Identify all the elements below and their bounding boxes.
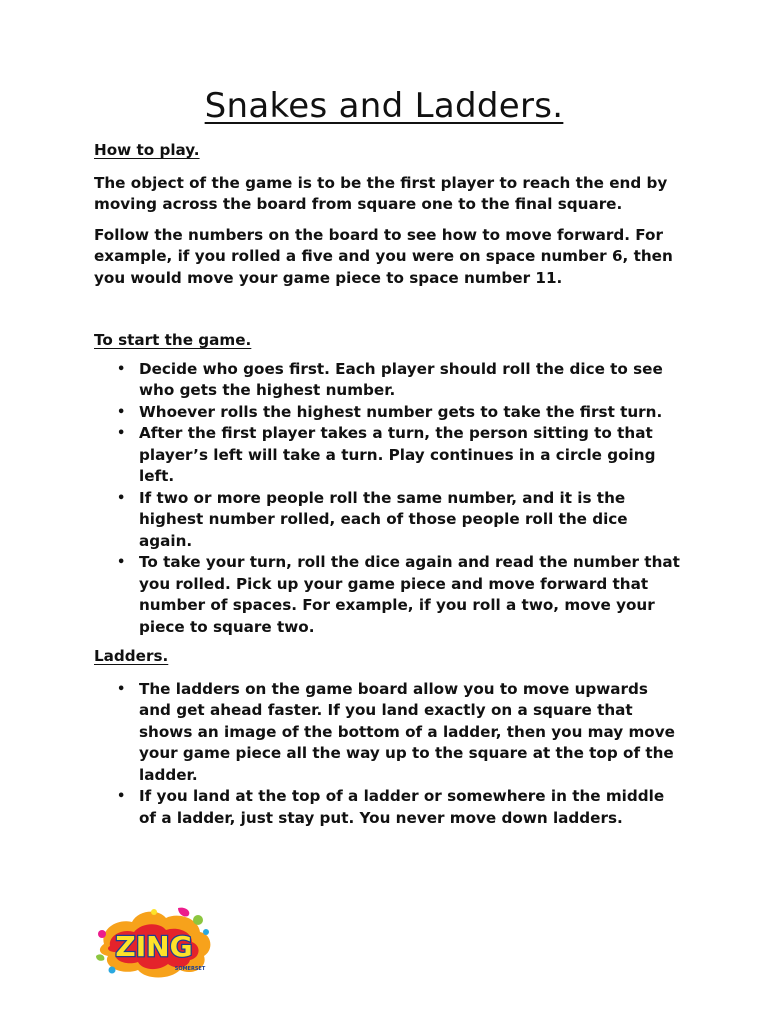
list-item bbox=[94, 786, 684, 829]
how-to-play-heading: How to play. bbox=[94, 141, 200, 159]
bullet-icon: • bbox=[117, 361, 126, 377]
movement-paragraph: Follow the numbers on the board to see how to move forward. For example, if you rolled a five and you were on space number 6, then you would move your game piece to space number 11. bbox=[94, 225, 673, 287]
bullet-icon: • bbox=[117, 555, 126, 570]
list-item-text: If you land at the top of a ladder or somewhere in the middle of a ladder, just stay put. You never move down ladders. bbox=[139, 787, 665, 827]
list-item-text: If two or more people roll the same number, and it is the highest number rolled, each of those people roll the dice again. bbox=[139, 488, 628, 550]
rules-content bbox=[94, 140, 684, 829]
logo-subtitle: SOMERSET bbox=[174, 966, 206, 972]
list-item-text: The ladders on the game board allow you to move upwards and get ahead faster. If you land exactly on a square that shows an image of the bottom of a ladder, then you may move your game piece all the way up to the square at the top of the ladder. bbox=[139, 679, 675, 784]
list-item bbox=[94, 423, 684, 488]
list-item-text: Decide who goes first. Each player should roll the dice to see who gets the highest number. bbox=[139, 359, 663, 399]
bullet-icon: • bbox=[117, 426, 126, 441]
logo-word: ZING bbox=[115, 930, 193, 963]
list-item-text: After the first player takes a turn, the person sitting to that player’s left will take a turn. Play continues in a circle going left. bbox=[139, 424, 656, 485]
start-game-list bbox=[94, 359, 684, 639]
zing-somerset-logo bbox=[94, 904, 216, 984]
list-item-text: Whoever rolls the highest number gets to take the first turn. bbox=[139, 402, 663, 421]
start-game-heading: To start the game. bbox=[94, 331, 252, 349]
list-item bbox=[94, 359, 684, 402]
list-item-text: To take your turn, roll the dice again and read the number that you rolled. Pick up your game piece and move forward that number of spaces. For example, if you roll a two, move your piece to square two. bbox=[139, 553, 680, 636]
bullet-icon: • bbox=[117, 789, 126, 804]
page-title: Snakes and Ladders. bbox=[204, 86, 564, 126]
object-paragraph: The object of the game is to be the first player to reach the end by moving across the board from square one to the final square. bbox=[94, 173, 668, 213]
ladders-heading: Ladders. bbox=[94, 647, 169, 665]
list-item bbox=[94, 402, 684, 424]
bullet-icon: • bbox=[117, 404, 126, 420]
list-item bbox=[94, 488, 684, 553]
list-item bbox=[94, 552, 684, 638]
ladders-list bbox=[94, 679, 684, 830]
bullet-icon: • bbox=[117, 681, 126, 697]
list-item bbox=[94, 679, 684, 787]
bullet-icon: • bbox=[117, 490, 126, 506]
